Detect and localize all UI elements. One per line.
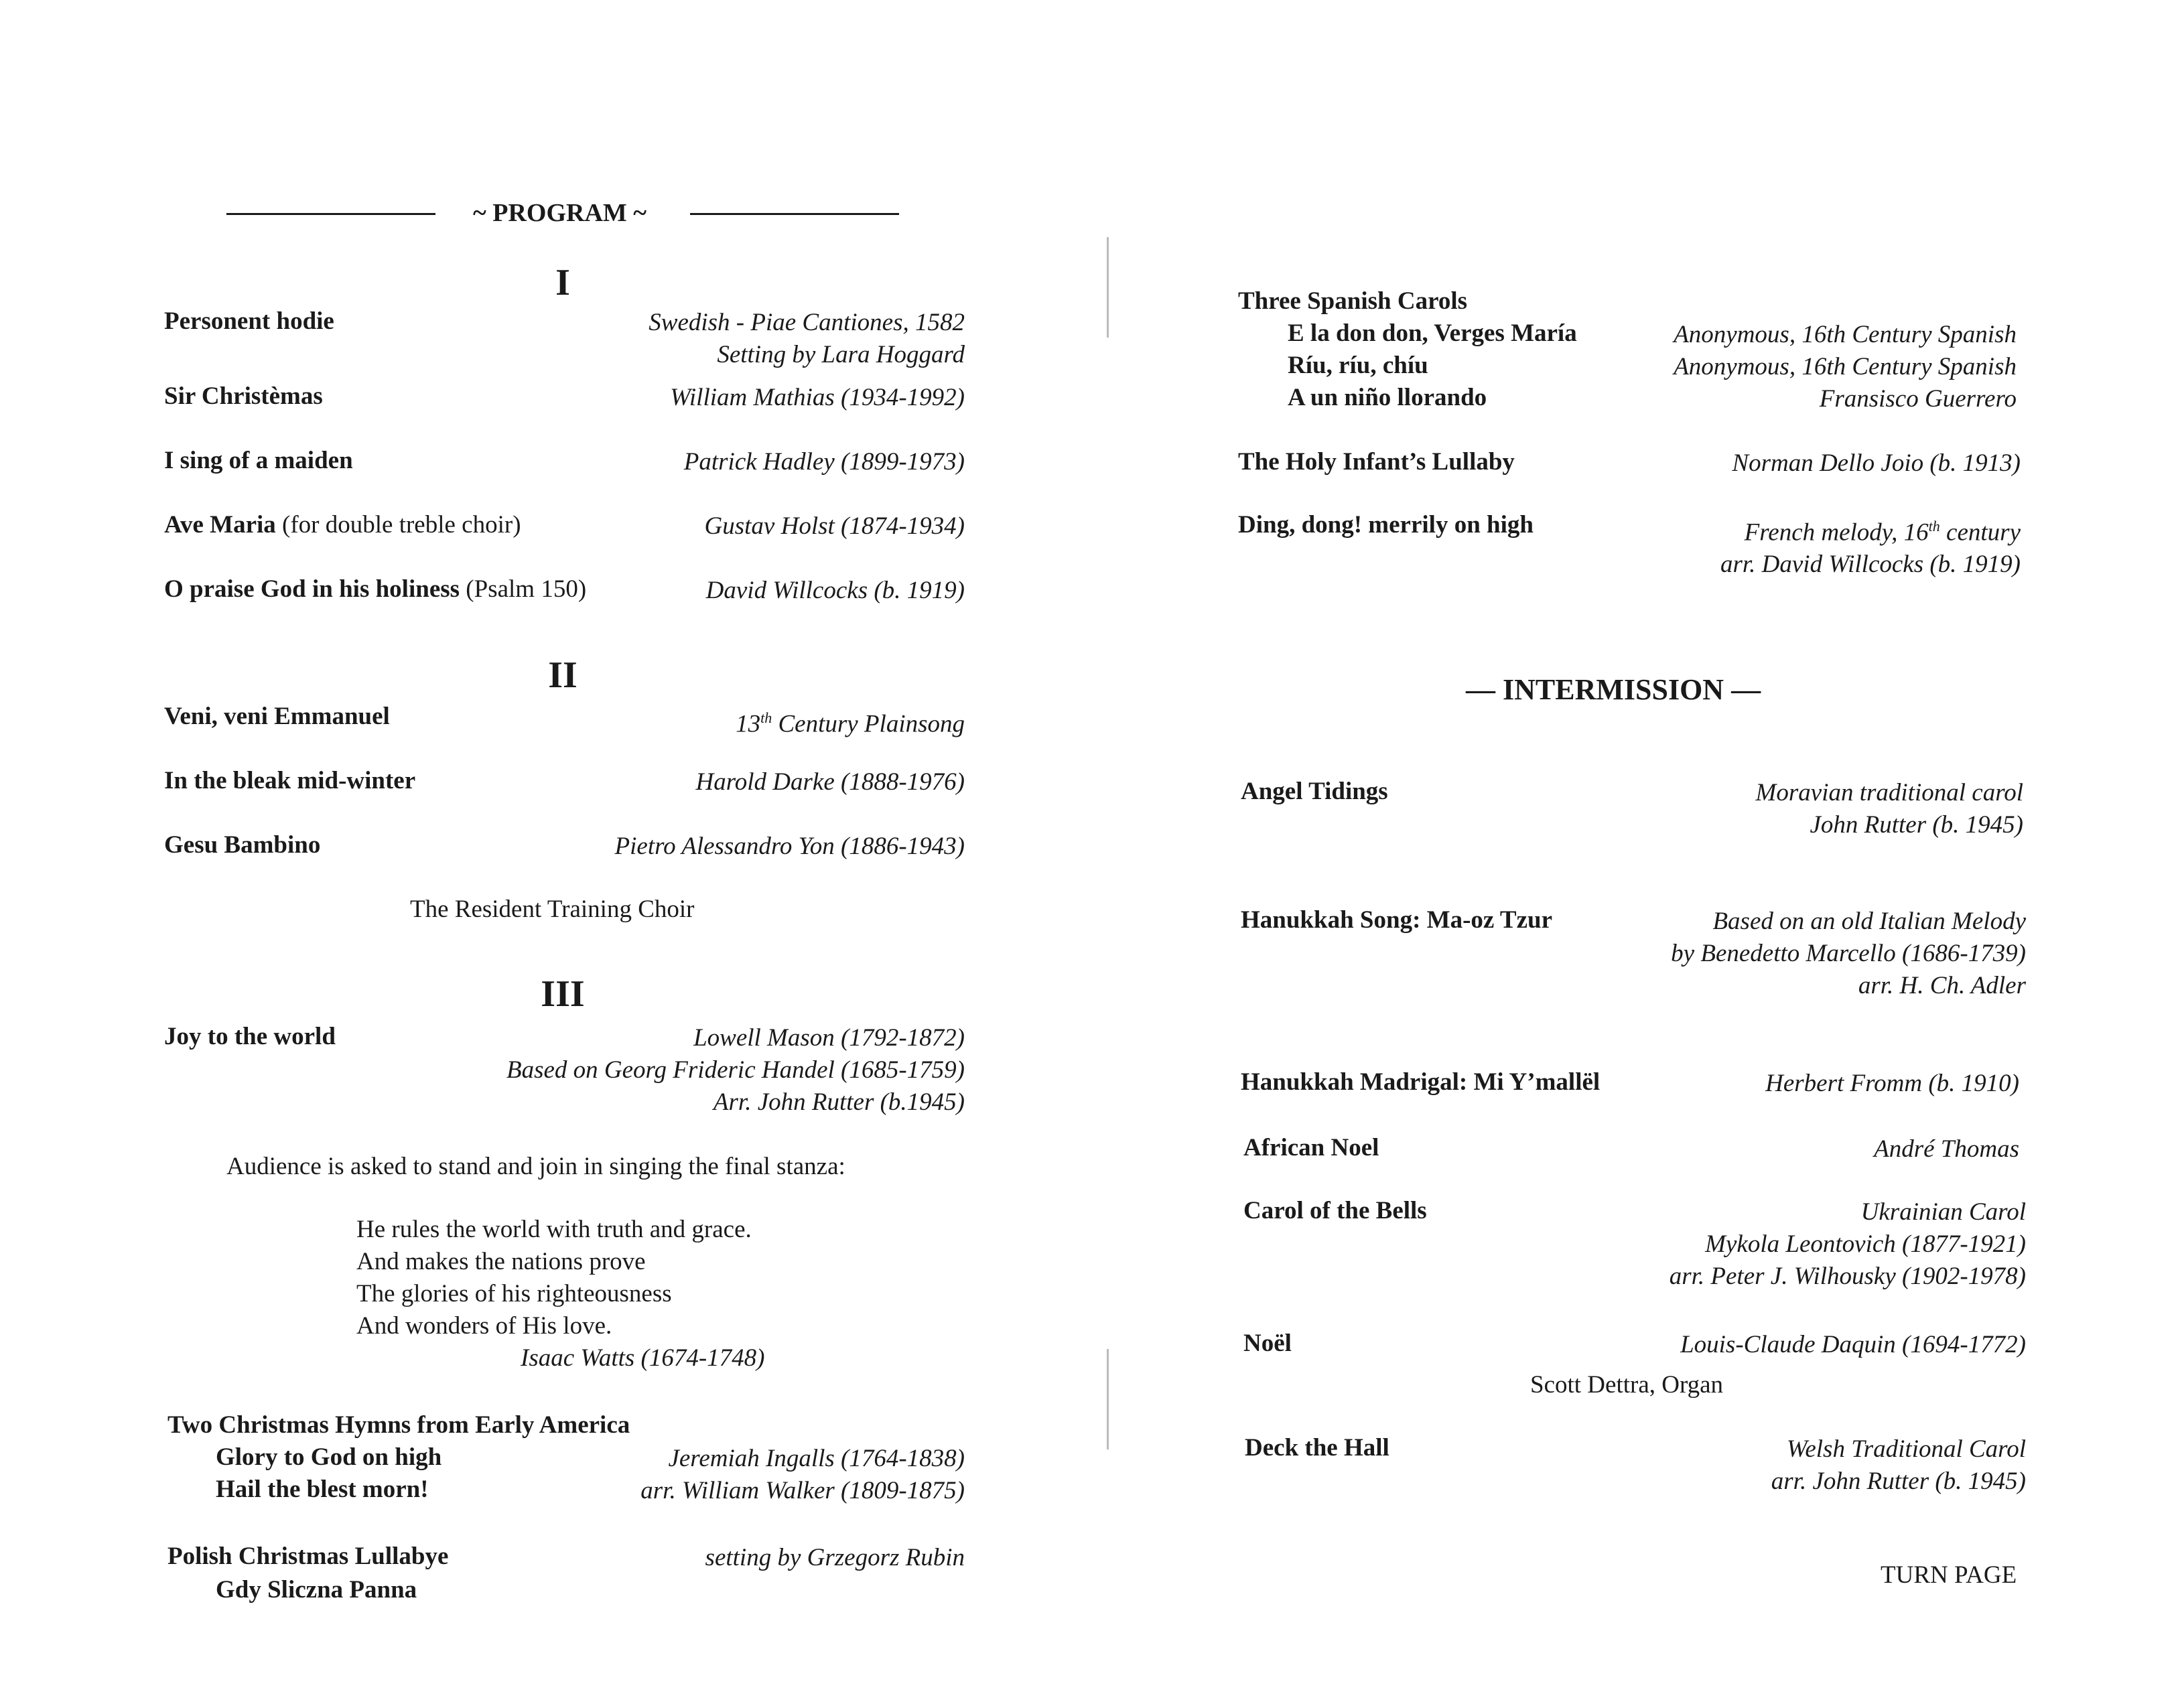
- item-composer: Swedish - Piae Cantiones, 1582 Setting by Lara Hoggard: [649, 309, 965, 368]
- stanza: [356, 1214, 765, 1374]
- program-item: [164, 766, 965, 798]
- program-item: [1241, 906, 2026, 1002]
- choir-note: The Resident Training Choir: [410, 896, 695, 923]
- program-sub-item: [216, 1475, 965, 1507]
- audience-note: Audience is asked to stand and join in singing the final stanza:: [226, 1153, 845, 1180]
- section-numeral-2: II: [548, 654, 577, 696]
- program-item: [164, 831, 965, 863]
- item-title: Polish Christmas Lullabye: [167, 1543, 449, 1570]
- program-item: [164, 382, 965, 414]
- item-title: Ding, dong! merrily on high: [1238, 511, 1534, 539]
- item-composer: Welsh Traditional Carol arr. John Rutter (b. 1945): [1771, 1435, 2026, 1495]
- spanish-title: Three Spanish Carols: [1238, 287, 1467, 315]
- item-composer: Norman Dello Joio (b. 1913): [1732, 449, 2021, 477]
- program-item: [1243, 1133, 2019, 1165]
- program-header: ~ PROGRAM ~: [473, 199, 647, 227]
- stanza-author: Isaac Watts (1674-1748): [521, 1344, 765, 1372]
- stanza-line: And makes the nations prove: [356, 1248, 646, 1275]
- section-numeral-1: I: [555, 262, 570, 303]
- program-item: [1238, 510, 2021, 581]
- program-item: [164, 307, 965, 371]
- item-composer: Patrick Hadley (1899-1973): [683, 448, 965, 476]
- sub-composer: Fransisco Guerrero: [1819, 385, 2017, 413]
- item-composer: Herbert Fromm (b. 1910): [1765, 1070, 2019, 1097]
- sub-composer: Anonymous, 16th Century Spanish: [1674, 353, 2017, 380]
- item-title: Hanukkah Song: Ma-oz Tzur: [1241, 906, 1552, 934]
- item-title: Gesu Bambino: [164, 831, 321, 859]
- program-item: [1245, 1433, 2026, 1498]
- program-item: [1241, 777, 2023, 841]
- program-sub-item: [1288, 351, 2017, 383]
- item-title: The Holy Infant’s Lullaby: [1238, 448, 1515, 476]
- program-item: [167, 1542, 965, 1574]
- item-composer: Louis-Claude Daquin (1694-1772): [1680, 1331, 2026, 1358]
- item-title: O praise God in his holiness (Psalm 150): [164, 575, 587, 603]
- item-composer: Moravian traditional carol John Rutter (b. 1945): [1755, 779, 2023, 839]
- sub-composer: Jeremiah Ingalls (1764-1838): [668, 1445, 965, 1472]
- sub-title: E la don don, Verges María: [1288, 319, 1577, 347]
- polish-sub-title: Gdy Sliczna Panna: [216, 1576, 417, 1604]
- program-item: [1241, 1068, 2019, 1100]
- program-item: [1238, 447, 2021, 480]
- item-composer: Based on an old Italian Melody by Benedetto Marcello (1686-1739) arr. H. Ch. Adler: [1671, 908, 2026, 999]
- item-title: Deck the Hall: [1245, 1434, 1389, 1462]
- item-composer: Pietro Alessandro Yon (1886-1943): [614, 833, 965, 860]
- item-title: Carol of the Bells: [1243, 1197, 1427, 1224]
- item-title: In the bleak mid-winter: [164, 767, 416, 794]
- sub-title: Glory to God on high: [216, 1443, 442, 1471]
- item-composer: William Mathias (1934-1992): [670, 384, 965, 411]
- header-rule-left: [226, 213, 435, 215]
- item-composer: Harold Darke (1888-1976): [695, 768, 965, 796]
- item-title: Noël: [1243, 1330, 1292, 1357]
- item-composer: Ukrainian Carol Mykola Leontovich (1877-1921) arr. Peter J. Wilhousky (1902-1978): [1669, 1198, 2026, 1290]
- item-composer: André Thomas: [1874, 1135, 2019, 1163]
- sub-title: Ríu, ríu, chíu: [1288, 352, 1428, 379]
- item-composer: Gustav Holst (1874-1934): [704, 512, 965, 540]
- intermission-heading: — INTERMISSION —: [1466, 673, 1761, 706]
- item-title: Personent hodie: [164, 307, 334, 335]
- program-item: [164, 1022, 965, 1119]
- item-composer: French melody, 16th century arr. David Willcocks (b. 1919): [1720, 518, 2021, 579]
- item-composer: 13th Century Plainsong: [736, 709, 965, 738]
- header-rule-right: [690, 213, 899, 215]
- organ-note: Scott Dettra, Organ: [1530, 1371, 1724, 1399]
- program-item: [164, 446, 965, 478]
- item-title: Hanukkah Madrigal: Mi Y’mallël: [1241, 1068, 1601, 1096]
- item-title: African Noel: [1243, 1134, 1379, 1161]
- section-numeral-3: III: [541, 973, 585, 1015]
- item-title: Ave Maria (for double treble choir): [164, 511, 521, 539]
- program-item: [1243, 1196, 2026, 1293]
- stanza-line: The glories of his righteousness: [356, 1280, 672, 1307]
- stanza-line: He rules the world with truth and grace.: [356, 1216, 752, 1243]
- item-title: Angel Tidings: [1241, 778, 1388, 805]
- sub-title: Hail the blest morn!: [216, 1476, 429, 1503]
- sub-composer: arr. William Walker (1809-1875): [640, 1477, 965, 1504]
- program-item: [164, 702, 965, 740]
- item-title: Veni, veni Emmanuel: [164, 703, 390, 730]
- item-composer: Lowell Mason (1792-1872) Based on Georg Frideric Handel (1685-1759) Arr. John Rutter (b.1945): [506, 1024, 965, 1116]
- item-title: Sir Christèmas: [164, 382, 323, 410]
- program-item: [164, 575, 965, 607]
- program-sub-item: [1288, 319, 2017, 351]
- program-item: [1243, 1329, 2026, 1361]
- hymns-title: Two Christmas Hymns from Early America: [167, 1411, 630, 1439]
- item-composer: setting by Grzegorz Rubin: [705, 1544, 965, 1571]
- program-sub-item: [216, 1443, 965, 1475]
- item-composer: David Willcocks (b. 1919): [705, 577, 965, 604]
- program-item: [164, 510, 965, 543]
- right-page: [1089, 0, 2178, 1708]
- stanza-line: And wonders of His love.: [356, 1312, 612, 1340]
- sub-composer: Anonymous, 16th Century Spanish: [1674, 321, 2017, 348]
- item-title: Joy to the world: [164, 1023, 336, 1050]
- program-sub-item: [1288, 383, 2017, 415]
- item-title: I sing of a maiden: [164, 447, 353, 474]
- sub-title: A un niño llorando: [1288, 384, 1487, 411]
- turn-page-note: TURN PAGE: [1881, 1561, 2017, 1589]
